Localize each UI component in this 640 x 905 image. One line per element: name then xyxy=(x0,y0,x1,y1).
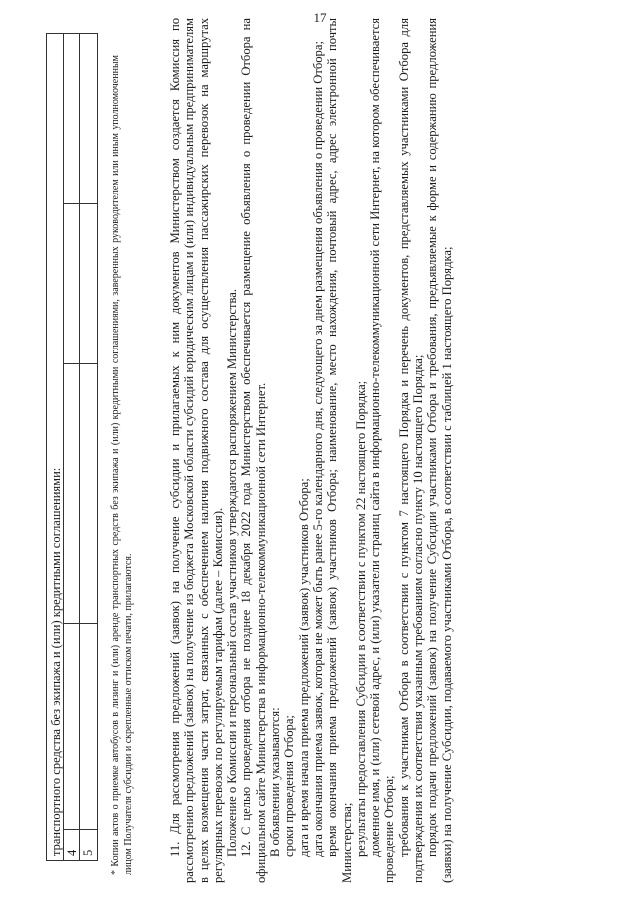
paragraph: доменное имя, и (или) сетевой адрес, и (или) указатели страниц сайта в информационно-телекоммуникационной сети Интернет, на котором обеспечивается проведение Отбора; xyxy=(368,18,397,883)
table-cell-divider xyxy=(80,829,97,830)
document-body xyxy=(168,18,454,883)
paragraph: порядок подачи предложений (заявок) на получение Субсидии участниками Отбора и требования, предъявляемые к форме и содержанию предложения (заявки) на получение Субсидии, подаваемого участниками Отбора, в соответствии с таблицей 1 настоящего Порядка; xyxy=(425,18,454,883)
table-row xyxy=(79,34,97,860)
paragraph: дата окончания приема заявок, которая не может быть ранее 5-го календарного дня, следующего за днем размещения объявления о проведении Отбора; xyxy=(310,41,325,857)
table-cell-divider xyxy=(80,623,97,624)
paragraph: В объявлении указываются: xyxy=(268,707,283,857)
table-header-text: транспортного средства без экипажа и (или) кредитными соглашениями: xyxy=(49,467,63,856)
table-cell-divider xyxy=(64,203,80,204)
paragraph: время окончания приема предложений (заявок) участников Отбора; наименование, место нахождения, почтовый адрес, адрес электронной почты Министерства; xyxy=(325,18,354,883)
row-number: 5 xyxy=(81,849,95,856)
documents-table xyxy=(46,33,98,861)
paragraph: требования к участникам Отбора в соответствии с пунктом 7 настоящего Порядка и перечень документов, представляемых участниками Отбора для подтверждения их соответствия указанным требованиям согласно пункту 10 настоящего Порядка; xyxy=(396,18,426,883)
page-number: 17 xyxy=(313,10,327,25)
table-cell-divider xyxy=(64,363,80,364)
footnote: * Копии актов о приемке автобусов в лизинг и (или) аренде транспортных средств без экипажа и (или) кредитными соглашениями, заверенных руководителем или иным уполномоченным лицом Получателя субсидии и скрепленные оттиском печати, прилагаются. xyxy=(110,55,134,875)
paragraph: Положение о Комиссии и персональный состав участников утверждаются распоряжением Министерства. xyxy=(225,289,240,857)
table-cell-divider xyxy=(80,363,97,364)
paragraph: результаты предоставления Субсидии в соответствии с пунктом 22 настоящего Порядка; xyxy=(353,380,368,857)
table-row xyxy=(63,34,80,860)
table-cell-divider xyxy=(80,203,97,204)
paragraph: дата и время начала приема предложений (заявок) участников Отбора; xyxy=(296,478,311,857)
paragraph: 12. С целью проведения отбора не позднее 18 декабря 2022 года Министерством обеспечивается размещение объявления о проведении Отбора на официальном сайте Министерства в информационно-телекоммуникационной сети Интернет. xyxy=(239,18,268,883)
paragraph: 11. Для рассмотрения предложений (заявок) на получение субсидии и прилагаемых к ним документов Министерством создается Комиссия по рассмотрению предложений (заявок) на получение из бюджета Московской области субсидий юридическим лицам и (или) индивидуальным предпринимателям в целях возмещения части затрат, связанных с обеспечением наличия подвижного состава для осуществления пассажирских перевозок на маршрутах регулярных перевозок по регулируемым тарифам (далее – Комиссия). xyxy=(168,18,225,883)
table-cell-divider xyxy=(64,829,80,830)
paragraph: сроки проведения Отбора; xyxy=(282,715,297,857)
row-number: 4 xyxy=(65,849,79,856)
table-cell-divider xyxy=(64,623,80,624)
